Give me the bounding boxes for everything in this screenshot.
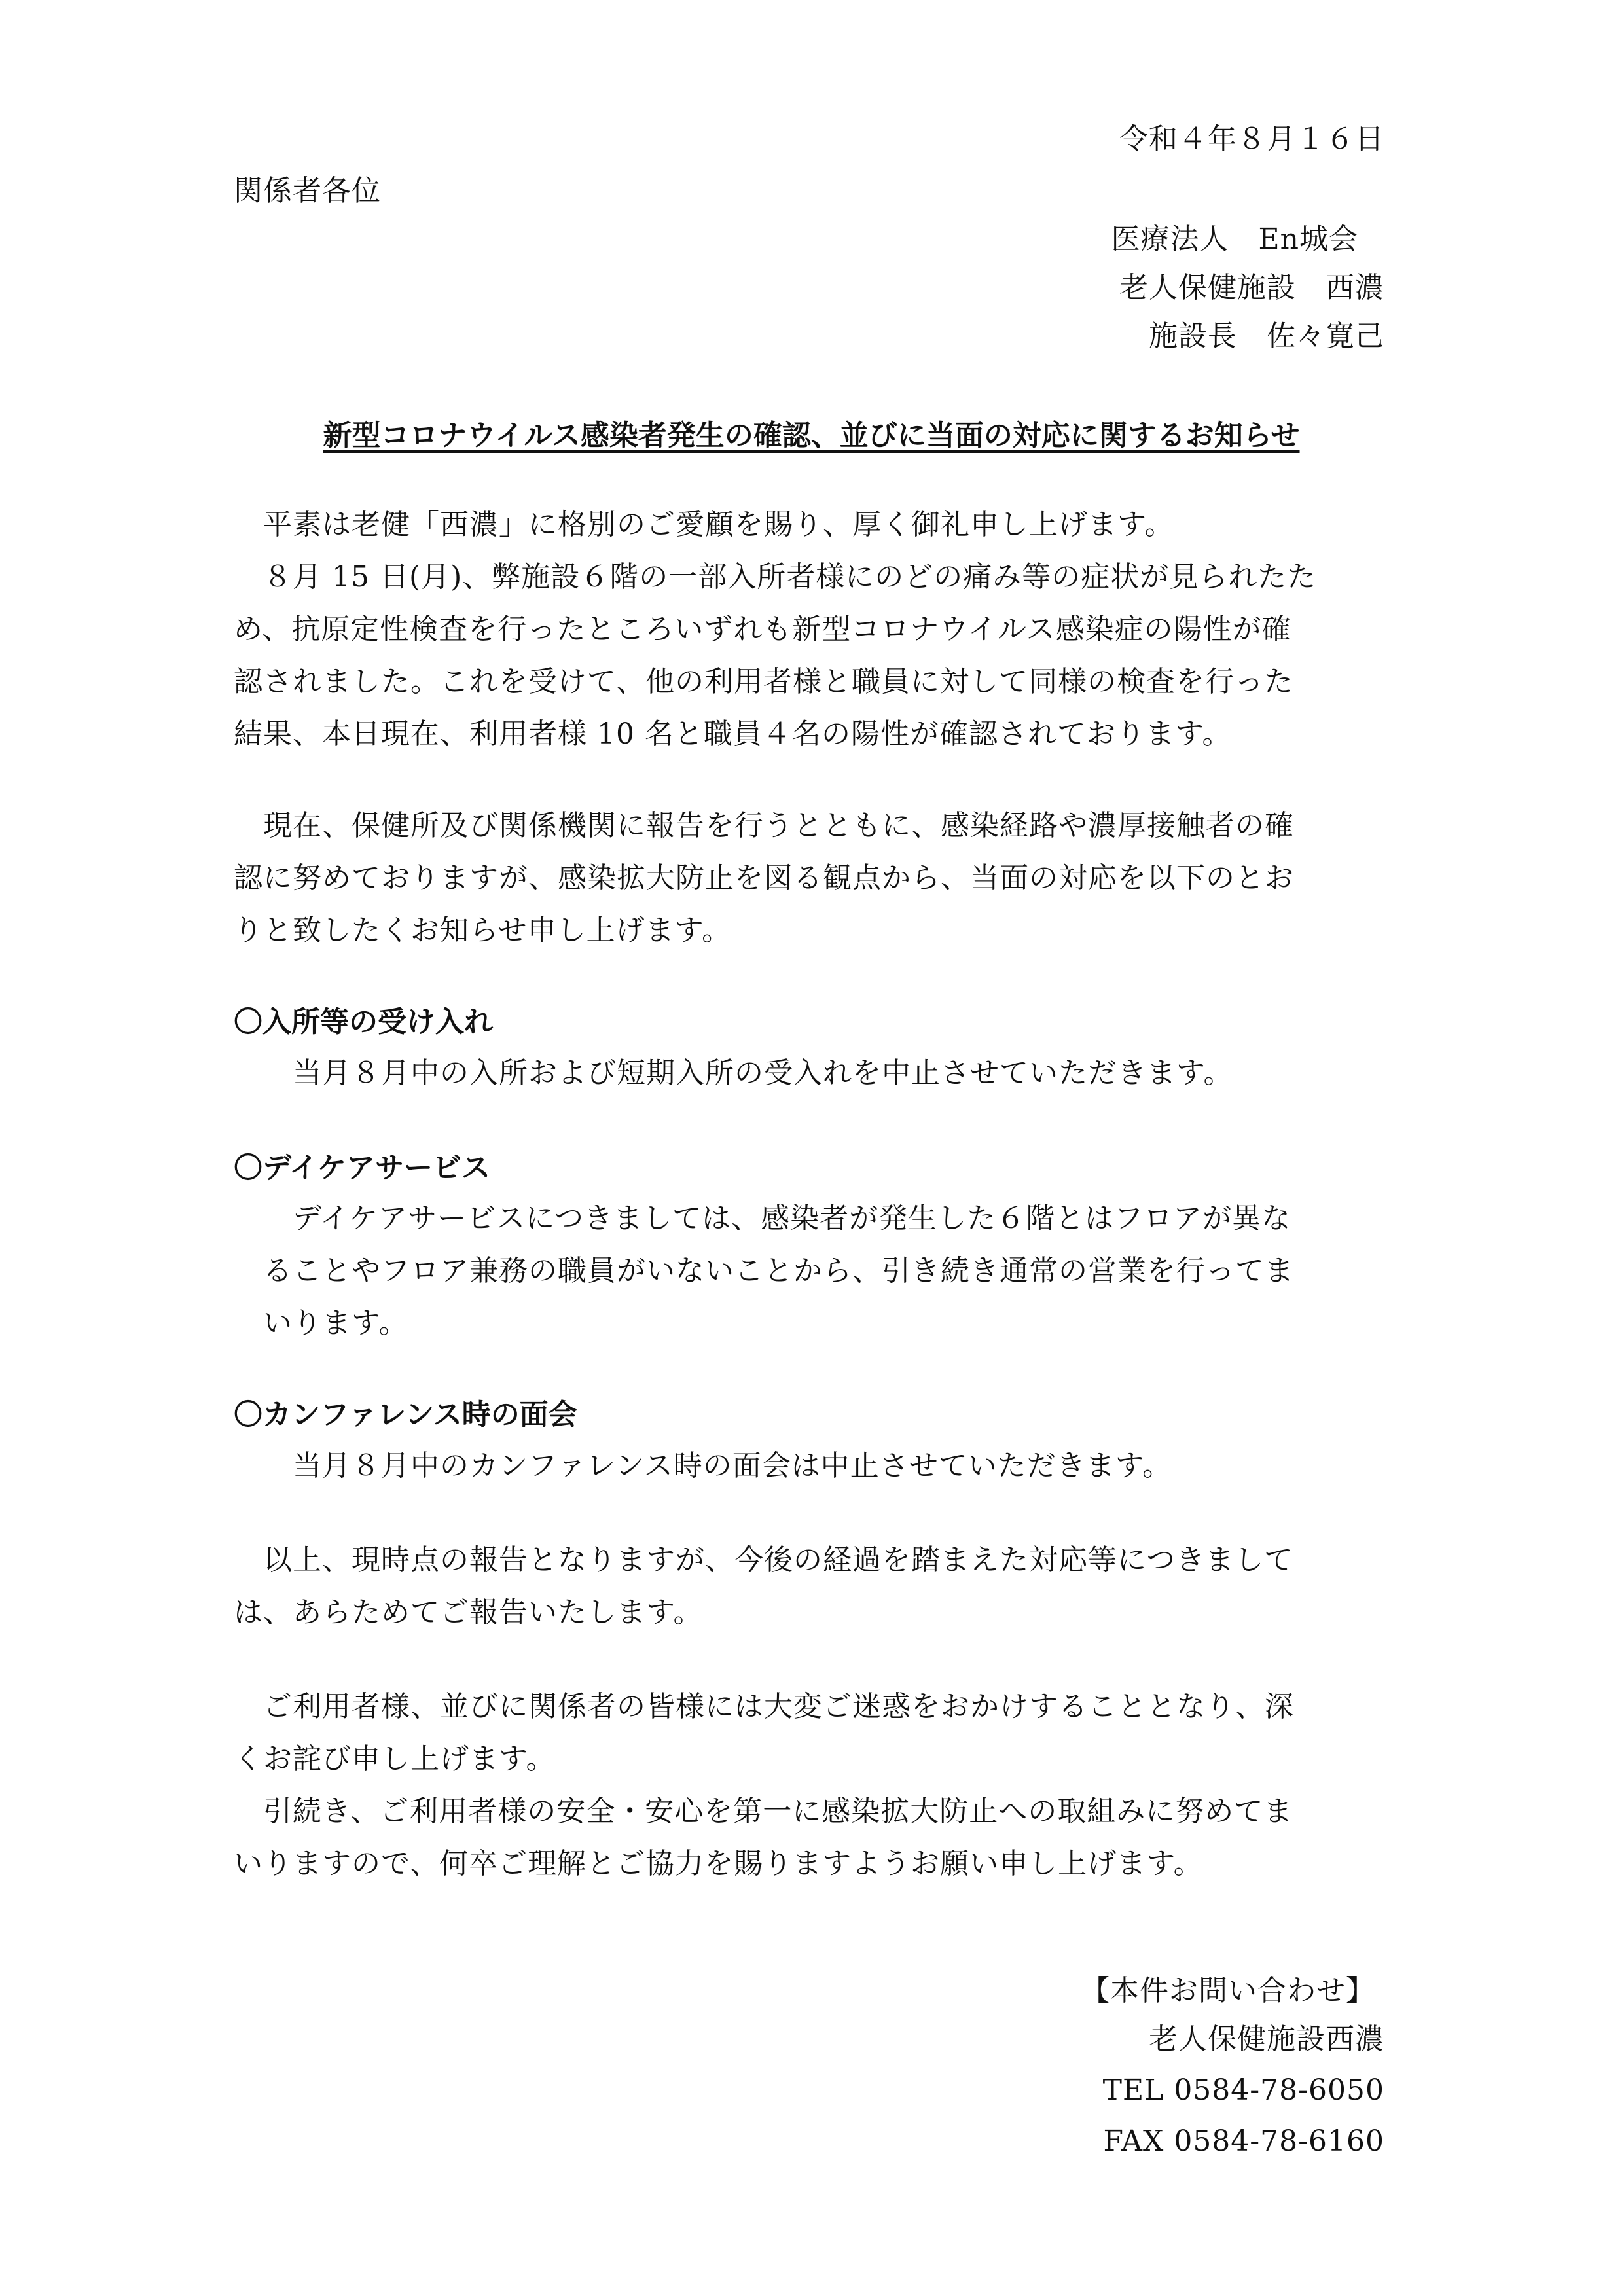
intro-line: 平素は老健「西濃」に格別のご愛顧を賜り、厚く御礼申し上げます。 [234, 508, 1174, 541]
sender-corporation: 医療法人 En城会 [1111, 223, 1358, 256]
contact-name: 老人保健施設西濃 [1149, 2022, 1384, 2056]
contact-heading: 【本件お問い合わせ】 [1081, 1974, 1375, 2007]
section-heading-conference: 〇カンファレンス時の面会 [234, 1398, 577, 1431]
intro-line: め、抗原定性検査を行ったところいずれも新型コロナウイルス感染症の陽性が確 [234, 613, 1291, 646]
sender-facility: 老人保健施設 西濃 [1119, 271, 1384, 304]
closing-line: 以上、現時点の報告となりますが、今後の経過を踏まえた対応等につきまして [234, 1543, 1294, 1577]
apology-line: くお詫び申し上げます。 [234, 1742, 556, 1776]
intro-line: ８月 15 日(月)、弊施設６階の一部入所者様にのどの痛み等の症状が見られたた [234, 560, 1317, 594]
sender-director: 施設長 佐々寛己 [1149, 319, 1384, 353]
section-line: 当月８月中の入所および短期入所の受入れを中止させていただきます。 [234, 1056, 1233, 1090]
recipient: 関係者各位 [234, 174, 381, 207]
section-line: 当月８月中のカンファレンス時の面会は中止させていただきます。 [234, 1449, 1172, 1482]
document-title: 新型コロナウイルス感染者発生の確認、並びに当面の対応に関するお知らせ [323, 419, 1300, 452]
contact-tel: TEL 0584-78-6050 [1102, 2073, 1384, 2107]
intro-line: 結果、本日現在、利用者様 10 名と職員４名の陽性が確認されております。 [234, 717, 1232, 751]
section-line: ることやフロア兼務の職員がいないことから、引き続き通常の営業を行ってま [234, 1254, 1294, 1287]
section-heading-daycare: 〇デイケアサービス [234, 1151, 491, 1185]
apology-line: 引続き、ご利用者様の安全・安心を第一に感染拡大防止への取組みに努めてま [234, 1795, 1293, 1828]
document-date: 令和４年８月１６日 [1119, 122, 1384, 156]
intro-line: 認されました。これを受けて、他の利用者様と職員に対して同様の検査を行った [234, 665, 1294, 698]
status-line: 現在、保健所及び関係機関に報告を行うとともに、感染経路や濃厚接触者の確 [234, 809, 1294, 842]
apology-line: ご利用者様、並びに関係者の皆様には大変ご迷惑をおかけすることとなり、深 [234, 1690, 1294, 1723]
closing-line: は、あらためてご報告いたします。 [234, 1596, 703, 1629]
contact-fax: FAX 0584-78-6160 [1103, 2125, 1384, 2158]
status-line: りと致したくお知らせ申し上げます。 [234, 914, 732, 947]
section-heading-admission: 〇入所等の受け入れ [234, 1005, 493, 1039]
apology-line: いりますので、何卒ご理解とご協力を賜りますようお願い申し上げます。 [234, 1847, 1203, 1880]
section-line: デイケアサービスにつきましては、感染者が発生した６階とはフロアが異な [234, 1202, 1291, 1235]
status-line: 認に努めておりますが、感染拡大防止を図る観点から、当面の対応を以下のとお [234, 861, 1294, 895]
section-line: いります。 [234, 1306, 408, 1340]
